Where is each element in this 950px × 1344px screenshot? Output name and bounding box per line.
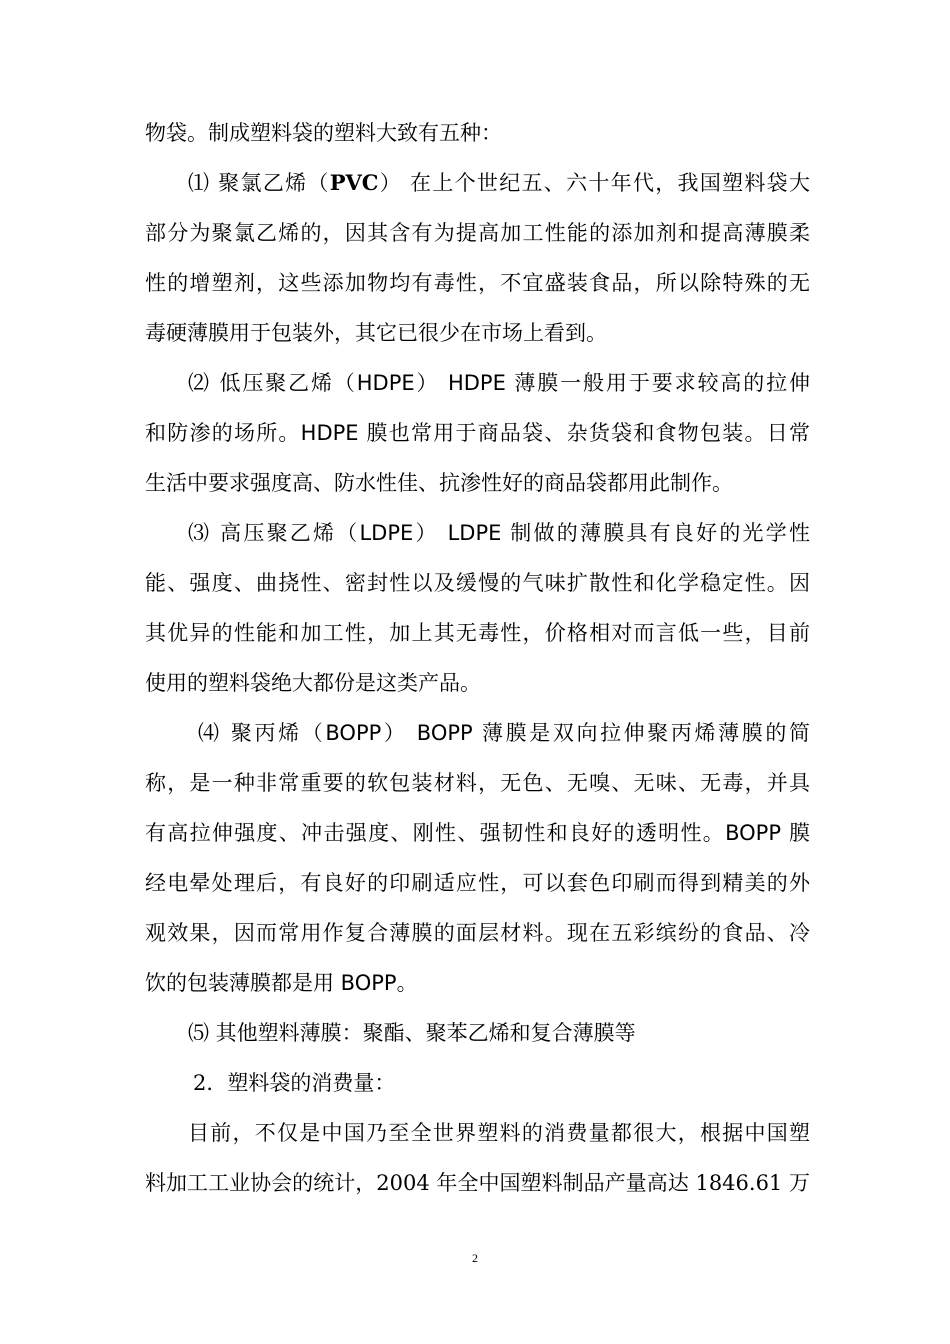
- text-line: 毒硬薄膜用于包装外，其它已很少在市场上看到。: [145, 321, 607, 345]
- text-line: 有高拉伸强度、冲击强度、刚性、强韧性和良好的透明性。BOPP 膜: [145, 821, 810, 845]
- paragraph-hdpe-heading: ⑵ 低压聚乙烯（HDPE） HDPE 薄膜一般用于要求较高的拉伸: [188, 371, 810, 395]
- paragraph-other-films: ⑸ 其他塑料薄膜：聚酯、聚苯乙烯和复合薄膜等: [188, 1021, 636, 1045]
- text-line: 部分为聚氯乙烯的，因其含有为提高加工性能的添加剂和提高薄膜柔: [145, 221, 810, 245]
- text-line: 称，是一种非常重要的软包装材料，无色、无嗅、无味、无毒，并具: [145, 771, 810, 795]
- text-line: 观效果，因而常用作复合薄膜的面层材料。现在五彩缤纷的食品、冷: [145, 921, 810, 945]
- text-run: ⑴ 聚氯乙烯（: [188, 171, 330, 195]
- paragraph-ldpe-heading: ⑶ 高压聚乙烯（LDPE） LDPE 制做的薄膜具有良好的光学性: [188, 521, 810, 545]
- paragraph-pvc-heading: [188, 168, 810, 198]
- section-heading: 2．塑料袋的消费量：: [193, 1071, 396, 1095]
- text-line: 目前，不仅是中国乃至全世界塑料的消费量都很大，根据中国塑: [188, 1121, 810, 1145]
- text-line: 其优异的性能和加工性，加上其无毒性，价格相对而言低一些，目前: [145, 621, 810, 645]
- text-line: 物袋。制成塑料袋的塑料大致有五种：: [145, 121, 502, 145]
- page-number: 2: [472, 1251, 478, 1265]
- text-line: 和防渗的场所。HDPE 膜也常用于商品袋、杂货袋和食物包装。日常: [145, 421, 810, 445]
- text-line: 料加工工业协会的统计，2004 年全中国塑料制品产量高达 1846.61 万: [145, 1171, 810, 1195]
- paragraph-bopp-heading: ⑷ 聚丙烯（BOPP） BOPP 薄膜是双向拉伸聚丙烯薄膜的简: [198, 721, 810, 745]
- pvc-term: PVC: [329, 170, 379, 195]
- text-line: 使用的塑料袋绝大都份是这类产品。: [145, 671, 481, 695]
- text-line: 性的增塑剂，这些添加物均有毒性，不宜盛装食品，所以除特殊的无: [145, 271, 810, 295]
- text-line: 饮的包装薄膜都是用 BOPP。: [145, 971, 418, 995]
- text-run: ） 在上个世纪五、六十年代，我国塑料袋大: [378, 171, 810, 195]
- text-line: 生活中要求强度高、防水性佳、抗渗性好的商品袋都用此制作。: [145, 471, 733, 495]
- text-line: 经电晕处理后，有良好的印刷适应性，可以套色印刷而得到精美的外: [145, 871, 810, 895]
- text-line: 能、强度、曲挠性、密封性以及缓慢的气味扩散性和化学稳定性。因: [145, 571, 810, 595]
